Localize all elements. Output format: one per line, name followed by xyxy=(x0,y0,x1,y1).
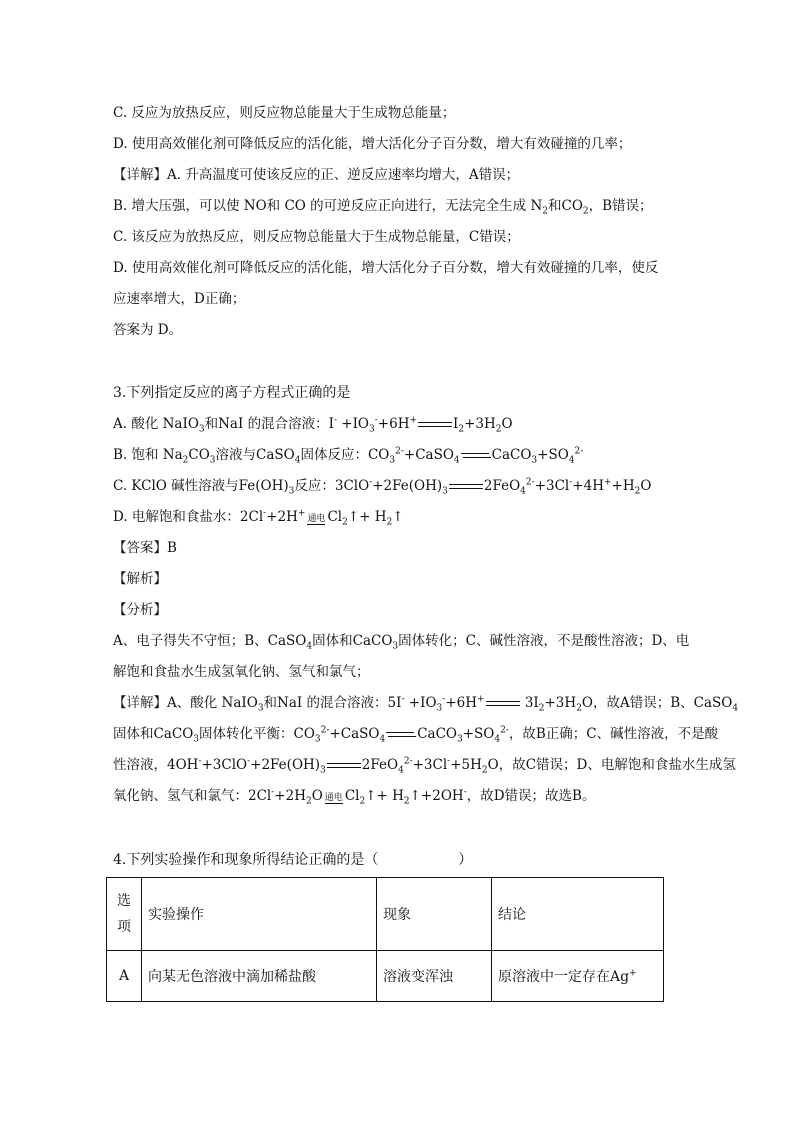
q3-c-text: C. KClO 碱性溶液与Fe(OH) xyxy=(113,478,289,494)
q3-detail-1c: ，故A错误；B、CaSO xyxy=(593,695,733,711)
q3-fenxi-line1: A、电子得失不守恒；B、CaSO$_4$固体和CaCO$_3$固体转化；C、碱性溶液，不是酸性溶液；D、电 xyxy=(113,633,690,652)
q3-option-c: C. KClO 碱性溶液与$Fe(OH)_3$反应：$3ClO^-+2Fe(OH)_3$ $2FeO_4^{2-}+3Cl^-+4H^++H_2O$ xyxy=(113,477,652,497)
electrolysis-arrow-icon xyxy=(323,794,345,804)
q3-answer xyxy=(113,539,177,557)
detail-a-text: 【详解】A. 升高温度可使该反应的正、逆反应速率均增大，A错误； xyxy=(113,167,520,183)
q3-detail-2b: 固体转化平衡：CO xyxy=(199,726,315,742)
detail-c-text: C. 该反应为放热反应，则反应物总能量大于生成物总能量，C错误； xyxy=(113,229,520,245)
row-conclusion-text: 原溶液中一定存在Ag xyxy=(498,969,630,985)
detail-b-part1: B. 增大压强，可以使 NO和 CO 的可逆反应正向进行，无法完全生成 N xyxy=(113,198,543,214)
header-operation: 实验操作 xyxy=(142,878,377,951)
q3-title-text: 3.下列指定反应的离子方程式正确的是 xyxy=(113,385,351,401)
q4-title-end: ） xyxy=(458,852,473,868)
q3-detail-line3: 性溶液，$4OH^-+3ClO^-+2Fe(OH)_3$ $2FeO_4^{2-}+3Cl^-+5H_2O$，故C错误；D、电解饱和食盐水生成氢 xyxy=(113,756,736,776)
option-d-text: D. 使用高效催化剂可降低反应的活化能，增大活化分子百分数，增大有效碰撞的几率； xyxy=(113,136,632,152)
question-4-title xyxy=(113,851,472,869)
q3-a-prefix: A. 酸化 NaIO xyxy=(113,416,199,432)
q3-fenxi-1b: 固体和CaCO xyxy=(312,633,393,649)
q3-option-b: B. 饱和 $Na_2CO_3$溶液与CaSO$_4$固体反应：$CO_3^{2-}+CaSO_4$ $CaCO_3+SO_4^{2-}$ xyxy=(113,446,584,466)
detail-d-line1 xyxy=(113,259,658,277)
q3-detail-2: 固体和CaCO xyxy=(113,726,194,742)
q3-fenxi-2: 解饱和食盐水生成氢氧化钠、氢气和氯气； xyxy=(113,664,370,680)
option-c-line xyxy=(113,104,455,122)
reversible-arrow-icon xyxy=(461,451,491,461)
header-option-text: 选项 xyxy=(117,893,131,935)
electrolysis-condition: 通电 xyxy=(324,793,343,803)
detail-d-text2: 应速率增大，D正确； xyxy=(113,291,246,307)
table-header-row xyxy=(107,878,664,951)
q3-answer-text: 【答案】B xyxy=(113,540,177,556)
detail-d-text1: D. 使用高效催化剂可降低反应的活化能，增大活化分子百分数，增大有效碰撞的几率，使反 xyxy=(113,260,659,276)
q3-c-mid: 反应：3ClO xyxy=(294,478,370,494)
q3-detail-1: 【详解】A、酸化 NaIO xyxy=(113,695,258,711)
q3-b-mid2: 固体反应：CO xyxy=(300,447,390,463)
q3-detail-line1: 【详解】A、酸化 NaIO$_3$和NaI 的混合溶液：$5I^- +IO_3^-+6H^+$ $3I_2+3H_2O$，故A错误；B、CaSO$_4$ xyxy=(113,694,739,714)
answer-text: 答案为 D。 xyxy=(113,322,183,338)
header-conclusion: 结论 xyxy=(492,878,664,951)
q3-analysis-text: 【解析】 xyxy=(113,571,167,587)
table-row xyxy=(107,951,664,1002)
q3-detail-3: 性溶液，4OH xyxy=(113,757,199,773)
electrolysis-condition: 通电 xyxy=(307,514,326,524)
q3-fenxi-title xyxy=(113,601,167,619)
q4-title-text: 4.下列实验操作和现象所得结论正确的是（ xyxy=(113,852,379,868)
q3-detail-line2: 固体和CaCO$_3$固体转化平衡：$CO_3^{2-}+CaSO_4$ $CaCO_3+SO_4^{2-}$，故B正确；C、碱性溶液，不是酸 xyxy=(113,725,719,745)
q3-d-text: D. 电解饱和食盐水：2Cl xyxy=(113,509,264,525)
answer-line xyxy=(113,321,182,339)
detail-d-line2 xyxy=(113,290,245,308)
q3-fenxi-1c: 固体转化；C、碱性溶液，不是酸性溶液；D、电 xyxy=(398,633,690,649)
detail-b-part2: 和CO xyxy=(548,198,583,214)
q3-b-prefix: B. 饱和 Na xyxy=(113,447,183,463)
q3-fenxi-text: 【分析】 xyxy=(113,602,167,618)
q3-detail-2c: ，故B正确；C、碱性溶液，不是酸 xyxy=(508,726,719,742)
equals-arrow-icon xyxy=(486,700,520,708)
row-operation: 向某无色溶液中滴加稀盐酸 xyxy=(142,951,377,1002)
header-option xyxy=(107,878,142,951)
q3-fenxi-line2 xyxy=(113,663,370,681)
experiment-table xyxy=(106,877,664,1002)
q3-option-a: A. 酸化 NaIO$_3$和NaI 的混合溶液：$I^- +IO_3^-+6H^+$ $I_2+3H_2O$ xyxy=(113,415,513,435)
option-c-text: C. 反应为放热反应，则反应物总能量大于生成物总能量； xyxy=(113,105,456,121)
q3-a-mid: 和NaI 的混合溶液：I xyxy=(204,416,334,432)
detail-b-line: B. 增大压强，可以使 NO和 CO 的可逆反应正向进行，无法完全生成 $N_2$和$CO_2$，B错误； xyxy=(113,198,653,217)
q3-detail-line4: 氧化钠、氢气和氯气：$2Cl^-+2H_2O$ 通电 $Cl_2↑+$ $H_2↑+2OH^-$，故D错误；故选B。 xyxy=(113,787,596,807)
electrolysis-arrow-icon xyxy=(305,515,327,525)
option-d-line xyxy=(113,135,631,153)
equals-arrow-icon xyxy=(327,762,361,770)
q3-detail-4: 氧化钠、氢气和氯气：2Cl xyxy=(113,788,272,804)
question-3-title xyxy=(113,384,350,402)
q3-detail-1b: 和NaI 的混合溶液：5I xyxy=(263,695,402,711)
q3-detail-4b: ，故D错误；故选B。 xyxy=(466,788,596,804)
q3-option-d: D. 电解饱和食盐水：2Cl-+2H+ 通电 $Cl_2↑+$ $H_2↑$ xyxy=(113,508,404,528)
row-conclusion: 原溶液中一定存在Ag+ xyxy=(492,951,664,1002)
q3-b-mid: 溶液与CaSO xyxy=(215,447,295,463)
detail-c-line xyxy=(113,228,520,246)
equals-arrow-icon xyxy=(449,483,483,491)
detail-a-line xyxy=(113,166,519,184)
header-phenomenon: 现象 xyxy=(377,878,492,951)
q3-fenxi-1: A、电子得失不守恒；B、CaSO xyxy=(113,633,307,649)
row-phenomenon: 溶液变浑浊 xyxy=(377,951,492,1002)
row-option: A xyxy=(107,951,142,1002)
q3-analysis-title xyxy=(113,570,167,588)
equals-arrow-icon xyxy=(418,421,452,429)
q3-detail-3b: ，故C错误；D、电解饱和食盐水生成氢 xyxy=(498,757,736,773)
reversible-arrow-icon xyxy=(386,730,416,740)
detail-b-part3: ，B错误； xyxy=(588,198,653,214)
